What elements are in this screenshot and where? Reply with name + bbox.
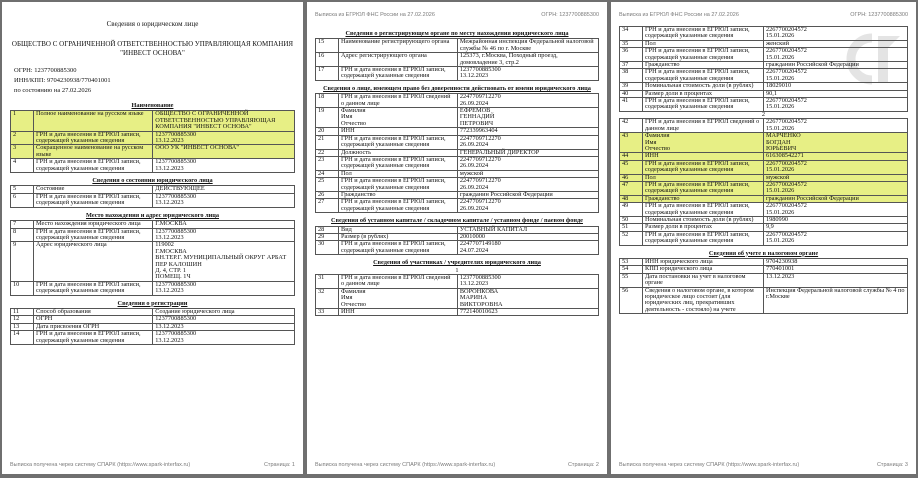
field-value: 2247709712270 26.09.2024 — [457, 199, 598, 213]
document-page-1 — [2, 2, 303, 474]
field-label: ГРН и дата внесения в ЕГРЮЛ записи, содержащей указанные сведения — [339, 178, 458, 192]
field-value: гражданин Российской Федерации — [763, 195, 907, 202]
field-label: Способ образования — [34, 308, 153, 315]
row-number: 20 — [316, 128, 339, 135]
field-label: ГРН и дата внесения в ЕГРЮЛ записи, содержащей указанные сведения — [339, 67, 458, 81]
field-label: ГРН и дата внесения в ЕГРЮЛ записи, содержащей указанные сведения — [339, 241, 458, 255]
header-ogrn: ОГРН: 1237700885300 — [850, 12, 908, 18]
row-number: 49 — [620, 203, 643, 217]
field-value: ЕФРЕМОВ ГЕННАДИЙ ПЕТРОВИЧ — [457, 108, 598, 128]
footer-page-number: Страница: 1 — [263, 462, 295, 468]
table-row — [316, 135, 599, 149]
section-header-row — [316, 255, 599, 268]
page-header — [315, 12, 599, 18]
field-value: 770401001 — [763, 266, 907, 273]
field-label: Адрес регистрирующего органа — [339, 53, 458, 67]
field-value: Создание юридического лица — [153, 308, 295, 315]
extract-table-page-2 — [315, 26, 599, 316]
row-number: 33 — [316, 309, 339, 316]
row-number: 23 — [316, 156, 339, 170]
table-row — [620, 181, 908, 195]
field-label: ГРН и дата внесения в ЕГРЮЛ записи, содержащей указанные сведения — [643, 160, 764, 174]
field-value: Межрайонная инспекция Федеральной налоговой службы № 46 по г. Москве — [457, 39, 598, 53]
table-row — [11, 159, 295, 173]
participant-number: 1 — [316, 268, 599, 275]
row-number: 2 — [11, 131, 34, 145]
header-left: Выписка из ЕГРЮЛ ФНС России на 27.02.2026 — [619, 12, 739, 18]
field-label: ГРН и дата внесения в ЕГРЮЛ записи, содержащей указанные сведения — [339, 199, 458, 213]
row-number: 18 — [316, 94, 339, 108]
row-number: 48 — [620, 195, 643, 202]
section-header-row — [316, 80, 599, 93]
field-value: гражданин Российской Федерации — [763, 62, 907, 69]
field-label: ГРН и дата внесения в ЕГРЮЛ записи, содержащей указанные сведения — [34, 331, 153, 345]
row-number: 12 — [11, 316, 34, 323]
row-number: 50 — [620, 216, 643, 223]
field-label: Адрес юридического лица — [34, 242, 153, 281]
field-value: ООО УК "ИНВЕСТ ОСНОВА" — [153, 145, 295, 159]
table-row — [620, 203, 908, 217]
section-title: Наименование — [131, 102, 174, 109]
doc-heading: Сведения о юридическом лице — [106, 20, 199, 28]
company-full-name-heading: ОБЩЕСТВО С ОГРАНИЧЕННОЙ ОТВЕТСТВЕННОСТЬЮ УПРАВЛЯЮЩАЯ КОМПАНИЯ "ИНВЕСТ ОСНОВА" — [11, 40, 294, 57]
field-value: 1237700885300 — [153, 316, 295, 323]
table-row — [620, 119, 908, 133]
section-header-row — [316, 26, 599, 39]
field-value: 2267700204572 15.01.2026 — [763, 48, 907, 62]
field-value: 13.12.2023 — [153, 323, 295, 330]
field-label: Пол — [643, 40, 764, 47]
row-number: 47 — [620, 181, 643, 195]
field-value: 1237700885300 13.12.2023 — [153, 159, 295, 173]
row-number: 34 — [620, 27, 643, 41]
page-header — [619, 12, 908, 18]
table-row — [11, 228, 295, 242]
row-number: 15 — [316, 39, 339, 53]
table-row — [316, 275, 599, 289]
field-label: ИНН — [643, 153, 764, 160]
table-row — [316, 108, 599, 128]
footer-page-number: Страница: 2 — [567, 462, 599, 468]
row-number: 53 — [620, 259, 643, 266]
row-number: 26 — [316, 191, 339, 198]
field-label: КПП юридического лица — [643, 266, 764, 273]
row-number: 5 — [11, 186, 34, 193]
section-header-row — [11, 295, 295, 308]
field-value: 1237700885300 13.12.2023 — [153, 193, 295, 207]
row-number: 8 — [11, 228, 34, 242]
field-value: 1237700885300 13.12.2023 — [153, 131, 295, 145]
table-row — [11, 131, 295, 145]
row-number: 51 — [620, 224, 643, 231]
row-number: 42 — [620, 119, 643, 133]
header-ogrn: ОГРН: 1237700885300 — [541, 12, 599, 18]
row-number: 24 — [316, 170, 339, 177]
field-value: 2267700204572 15.01.2026 — [763, 160, 907, 174]
field-value: 125373, г.Москва, Походный проезд, домовладение 3, стр.2 — [457, 53, 598, 67]
row-number: 11 — [11, 308, 34, 315]
field-value: Г.МОСКВА — [153, 221, 295, 228]
section-header-row — [11, 173, 295, 186]
field-label: ГРН и дата внесения в ЕГРЮЛ записи, содержащей указанные сведения — [643, 98, 764, 112]
table-row — [620, 273, 908, 287]
table-row — [316, 199, 599, 213]
row-number: 38 — [620, 69, 643, 83]
section-title: Сведения об участниках / учредителях юридического лица — [373, 259, 541, 267]
field-label: Дата постановки на учет в налоговом органе — [643, 273, 764, 287]
field-value: мужской — [763, 174, 907, 181]
table-row — [316, 309, 599, 316]
field-value: 2247709712270 26.09.2024 — [457, 156, 598, 170]
row-number: 52 — [620, 231, 643, 245]
field-label: Гражданство — [643, 62, 764, 69]
ogrn-line: ОГРН: 1237700885300 — [14, 67, 77, 74]
field-value: 2267700204572 15.01.2026 — [763, 27, 907, 41]
field-label: Гражданство — [643, 195, 764, 202]
field-value: 772339963404 — [457, 128, 598, 135]
field-label: ИНН — [339, 128, 458, 135]
field-label: Наименование регистрирующего органа — [339, 39, 458, 53]
section-title: Сведения об учете в налоговом органе — [708, 249, 819, 257]
field-value: 119002 Г.МОСКВА ВН.ТЕР.Г. МУНИЦИПАЛЬНЫЙ ОКРУГ АРБАТ ПЕР КАЛОШИН Д. 4, СТР. 1 ПОМЕЩ. 1Ч — [153, 242, 295, 281]
row-number: 55 — [620, 273, 643, 287]
row-number: 44 — [620, 153, 643, 160]
table-row — [620, 98, 908, 112]
row-number: 46 — [620, 174, 643, 181]
row-number: 29 — [316, 233, 339, 240]
field-value: 616308542271 — [763, 153, 907, 160]
table-row — [11, 193, 295, 207]
field-label: Вид — [339, 226, 458, 233]
section-title: Сведения о регистрации — [117, 299, 188, 307]
field-label: ИНН юридического лица — [643, 259, 764, 266]
section-header-row — [11, 98, 295, 111]
footer-source: Выписка получена через систему СПАРК (https://www.spark-interfax.ru) — [315, 462, 496, 468]
row-number: 39 — [620, 83, 643, 90]
row-number: 17 — [316, 67, 339, 81]
section-header-row — [620, 245, 908, 258]
row-number: 28 — [316, 226, 339, 233]
section-header-row — [11, 207, 295, 220]
section-title: Сведения о регистрирующем органе по месту нахождения юридического лица — [345, 30, 569, 37]
field-value: 18029010 — [763, 83, 907, 90]
row-number: 21 — [316, 135, 339, 149]
row-number: 32 — [316, 288, 339, 308]
table-row — [316, 156, 599, 170]
footer-source: Выписка получена через систему СПАРК (https://www.spark-interfax.ru) — [10, 462, 191, 468]
field-value: 1237700885300 13.12.2023 — [153, 281, 295, 295]
field-label: Размер (в рублях) — [339, 233, 458, 240]
row-number: 43 — [620, 133, 643, 153]
page-footer — [10, 462, 295, 468]
field-label: Дата присвоения ОГРН — [34, 323, 153, 330]
field-label: ГРН и дата внесения в ЕГРЮЛ записи, содержащей указанные сведения — [643, 231, 764, 245]
row-number: 37 — [620, 62, 643, 69]
field-label: ГРН и дата внесения в ЕГРЮЛ сведений о данном лице — [339, 275, 458, 289]
field-value: 9,9 — [763, 224, 907, 231]
field-value: 1237700885300 13.12.2023 — [457, 67, 598, 81]
row-number: 56 — [620, 287, 643, 314]
field-value: 2267700204572 15.01.2026 — [763, 119, 907, 133]
page-footer — [315, 462, 599, 468]
row-number: 19 — [316, 108, 339, 128]
field-value: 1237700885300 13.12.2023 — [153, 331, 295, 345]
as-of-date-line: по состоянию на 27.02.2026 — [14, 87, 92, 94]
field-label: Номинальная стоимость доли (в рублях) — [643, 216, 764, 223]
field-label: ГРН и дата внесения в ЕГРЮЛ записи, содержащей указанные сведения — [34, 228, 153, 242]
field-value: ВОРОНКОВА МАРИНА ВИКТОРОВНА — [457, 288, 598, 308]
row-number: 4 — [11, 159, 34, 173]
table-row — [316, 39, 599, 53]
field-value: ГЕНЕРАЛЬНЫЙ ДИРЕКТОР — [457, 149, 598, 156]
participant-number: 2 — [620, 111, 908, 118]
field-value: 2267700204572 15.01.2026 — [763, 231, 907, 245]
row-number: 7 — [11, 221, 34, 228]
table-row — [316, 94, 599, 108]
table-row — [316, 53, 599, 67]
field-label: Фамилия Имя Отчество — [643, 133, 764, 153]
field-label: Состояние — [34, 186, 153, 193]
field-label: ИНН — [339, 309, 458, 316]
field-value: Инспекция Федеральной налоговой службы № 4 по г.Москве — [763, 287, 907, 314]
field-label: Размер доли в процентах — [643, 90, 764, 97]
row-number: 10 — [11, 281, 34, 295]
field-value: 9704230938 — [763, 259, 907, 266]
row-number: 27 — [316, 199, 339, 213]
field-label: Сокращенное наименование на русском языке — [34, 145, 153, 159]
field-value: ОБЩЕСТВО С ОГРАНИЧЕННОЙ ОТВЕТСТВЕННОСТЬЮ УПРАВЛЯЮЩАЯ КОМПАНИЯ "ИНВЕСТ ОСНОВА" — [153, 111, 295, 131]
table-row — [316, 67, 599, 81]
field-label: ГРН и дата внесения в ЕГРЮЛ сведений о данном лице — [339, 94, 458, 108]
field-label: Номинальная стоимость доли (в рублях) — [643, 83, 764, 90]
table-row — [316, 241, 599, 255]
field-label: ГРН и дата внесения в ЕГРЮЛ записи, содержащей указанные сведения — [34, 131, 153, 145]
field-label: Сведения о налоговом органе, в котором юридическое лицо состоит (для юридических лиц, прекративших деятельность - состояло) на учете — [643, 287, 764, 314]
field-label: ОГРН — [34, 316, 153, 323]
field-label: Место нахождения юридического лица — [34, 221, 153, 228]
field-label: ГРН и дата внесения в ЕГРЮЛ сведений о данном лице — [643, 119, 764, 133]
footer-source: Выписка получена через систему СПАРК (https://www.spark-interfax.ru) — [619, 462, 800, 468]
extract-table-page-3 — [619, 26, 908, 314]
field-value: 13.12.2023 — [763, 273, 907, 287]
section-title: Сведения о лице, имеющем право без доверенности действовать от имени юридического лица — [323, 84, 591, 92]
section-title: Место нахождения и адрес юридического лица — [85, 211, 220, 219]
inn-kpp-line: ИНН/КПП: 9704230938/770401001 — [14, 77, 111, 84]
field-label: ГРН и дата внесения в ЕГРЮЛ записи, содержащей указанные сведения — [34, 193, 153, 207]
field-label: Фамилия Имя Отчество — [339, 108, 458, 128]
table-row — [11, 111, 295, 131]
table-row — [316, 288, 599, 308]
row-number: 30 — [316, 241, 339, 255]
field-label: ГРН и дата внесения в ЕГРЮЛ записи, содержащей указанные сведения — [643, 48, 764, 62]
field-label: ГРН и дата внесения в ЕГРЮЛ записи, содержащей указанные сведения — [643, 181, 764, 195]
row-number: 35 — [620, 40, 643, 47]
extract-table-page-1 — [10, 98, 295, 345]
field-label: ГРН и дата внесения в ЕГРЮЛ записи, содержащей указанные сведения — [643, 203, 764, 217]
section-header-row — [316, 213, 599, 226]
row-number: 36 — [620, 48, 643, 62]
field-value: 2247709712270 26.09.2024 — [457, 94, 598, 108]
field-label: ГРН и дата внесения в ЕГРЮЛ записи, содержащей указанные сведения — [339, 135, 458, 149]
field-label: ГРН и дата внесения в ЕГРЮЛ записи, содержащей указанные сведения — [34, 159, 153, 173]
field-value: 2267700204572 15.01.2026 — [763, 203, 907, 217]
row-number: 54 — [620, 266, 643, 273]
field-value: МАРЧЕНКО БОГДАН ЮРЬЕВИЧ — [763, 133, 907, 153]
table-row — [620, 27, 908, 41]
field-value: 2247709712270 26.09.2024 — [457, 135, 598, 149]
field-value: 2247709712270 26.09.2024 — [457, 178, 598, 192]
field-label: Пол — [339, 170, 458, 177]
field-label: ГРН и дата внесения в ЕГРЮЛ записи, содержащей указанные сведения — [34, 281, 153, 295]
table-row — [11, 242, 295, 281]
row-number: 14 — [11, 331, 34, 345]
field-value: УСТАВНЫЙ КАПИТАЛ — [457, 226, 598, 233]
document-page-3 — [611, 2, 916, 474]
table-row — [620, 231, 908, 245]
field-label: Должность — [339, 149, 458, 156]
field-label: ГРН и дата внесения в ЕГРЮЛ записи, содержащей указанные сведения — [339, 156, 458, 170]
table-row — [11, 281, 295, 295]
row-number: 16 — [316, 53, 339, 67]
table-row — [11, 221, 295, 228]
table-row — [11, 145, 295, 159]
field-value: 2267700204572 15.01.2026 — [763, 69, 907, 83]
field-value: ДЕЙСТВУЮЩЕЕ — [153, 186, 295, 193]
field-value: гражданин Российской Федерации — [457, 191, 598, 198]
field-value: 2267700204572 15.01.2026 — [763, 98, 907, 112]
field-label: Пол — [643, 174, 764, 181]
document-page-2 — [307, 2, 607, 474]
field-value: женский — [763, 40, 907, 47]
section-title: Сведения о состоянии юридического лица — [92, 177, 213, 185]
field-label: Гражданство — [339, 191, 458, 198]
table-row — [620, 160, 908, 174]
field-value: 90,1 — [763, 90, 907, 97]
table-row — [316, 178, 599, 192]
row-number: 3 — [11, 145, 34, 159]
table-row — [11, 331, 295, 345]
row-number: 25 — [316, 178, 339, 192]
row-number: 22 — [316, 149, 339, 156]
page-footer — [619, 462, 908, 468]
row-number: 9 — [11, 242, 34, 281]
field-value: мужской — [457, 170, 598, 177]
row-number: 6 — [11, 193, 34, 207]
table-row — [11, 308, 295, 315]
field-label: ГРН и дата внесения в ЕГРЮЛ записи, содержащей указанные сведения — [643, 69, 764, 83]
table-row — [620, 287, 908, 314]
field-value: 20010000 — [457, 233, 598, 240]
table-row — [620, 69, 908, 83]
header-left: Выписка из ЕГРЮЛ ФНС России на 27.02.2026 — [315, 12, 435, 18]
table-row — [620, 48, 908, 62]
row-number: 1 — [11, 111, 34, 131]
field-value: 772140010623 — [457, 309, 598, 316]
row-number: 40 — [620, 90, 643, 97]
row-number: 41 — [620, 98, 643, 112]
table-row — [620, 133, 908, 153]
footer-page-number: Страница: 3 — [876, 462, 908, 468]
field-label: Фамилия Имя Отчество — [339, 288, 458, 308]
field-value: 2267700204572 15.01.2026 — [763, 181, 907, 195]
field-value: 1237700885300 13.12.2023 — [457, 275, 598, 289]
row-number: 31 — [316, 275, 339, 289]
field-value: 1980990 — [763, 216, 907, 223]
field-value: 2247707149180 24.07.2024 — [457, 241, 598, 255]
row-number: 13 — [11, 323, 34, 330]
section-title: Сведения об уставном капитале / складочном капитале / уставном фонде / паевом фонде — [331, 217, 583, 225]
row-number: 45 — [620, 160, 643, 174]
field-label: Полное наименование на русском языке — [34, 111, 153, 131]
field-label: ГРН и дата внесения в ЕГРЮЛ записи, содержащей указанные сведения — [643, 27, 764, 41]
field-value: 1237700885300 13.12.2023 — [153, 228, 295, 242]
field-label: Размер доли в процентах — [643, 224, 764, 231]
